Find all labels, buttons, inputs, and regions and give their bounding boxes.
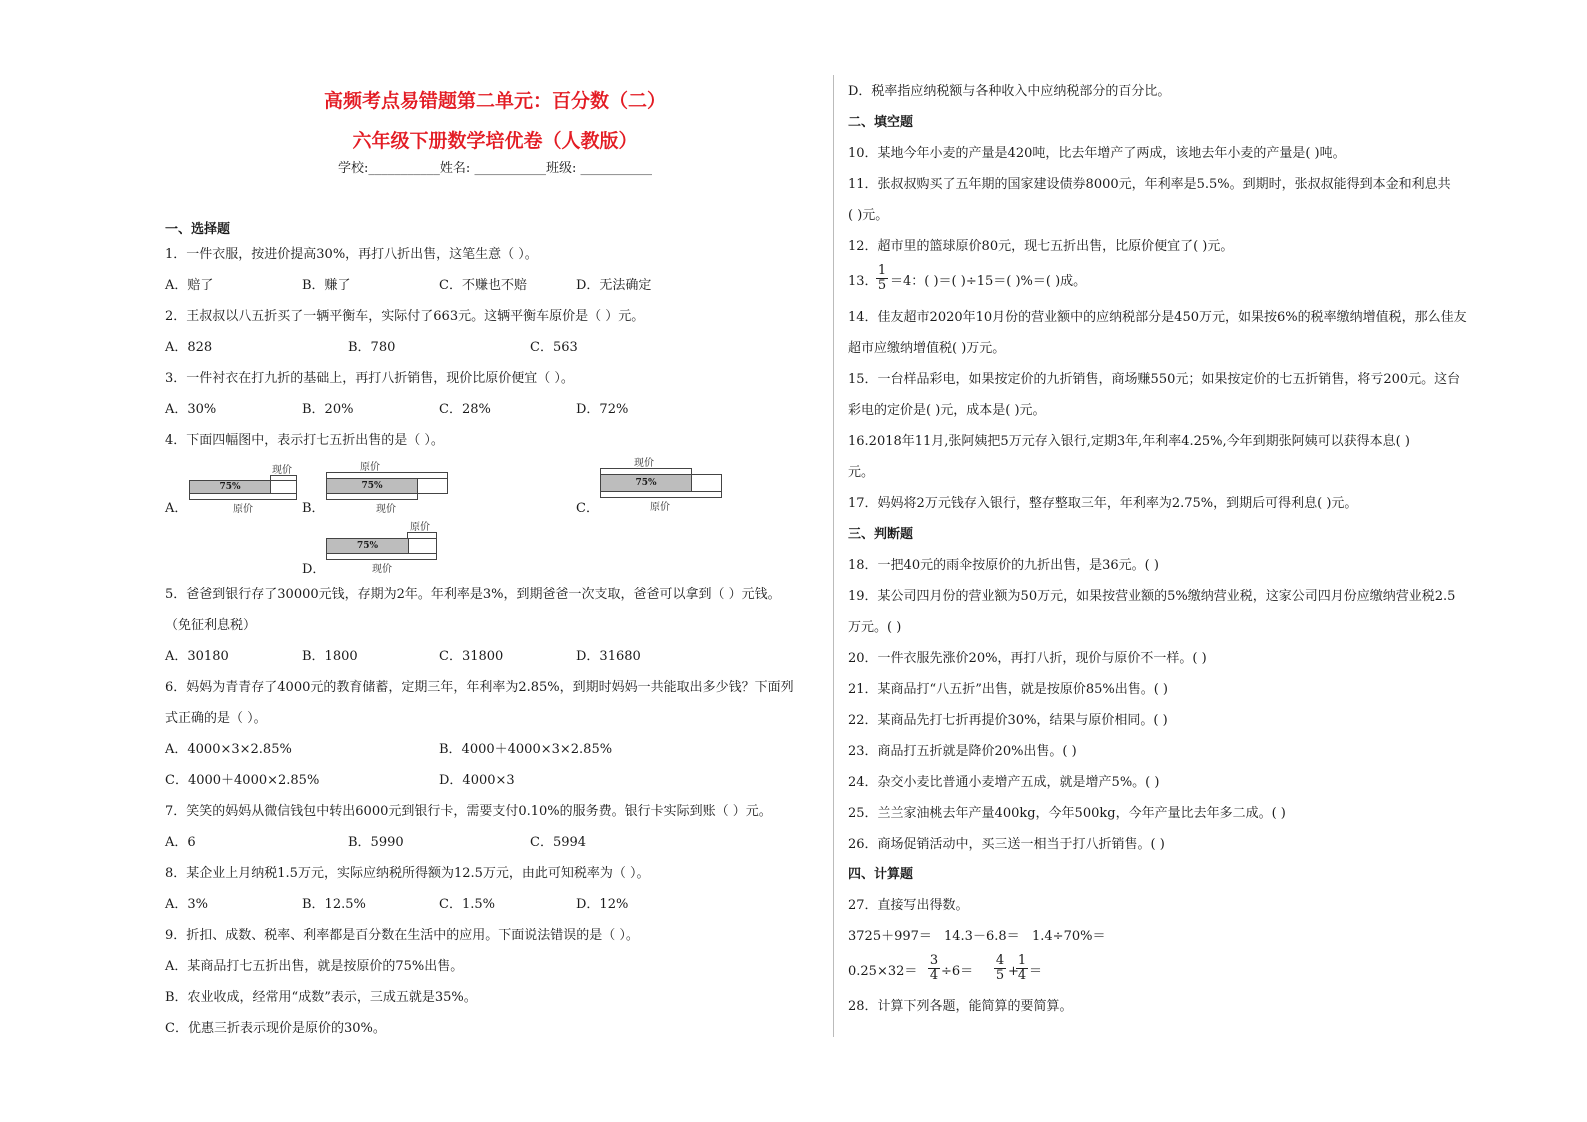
q8-option-b: B．12.5% [302,897,366,912]
q6-option-a: A．4000×3×2.85% [165,742,292,757]
q4-figure-c [600,453,724,513]
question-14-cont: 超市应缴纳增值税( )万元。 [848,341,1006,356]
q3-option-d: D．72% [576,402,629,417]
q27-expr-3: 1.4÷70%＝ [1032,929,1106,944]
q6-option-c: C．4000＋4000×2.85% [165,773,320,788]
question-27: 27．直接写出得数。 [848,898,969,913]
q27-expr-2: 14.3－6.8＝ [944,929,1020,944]
fig-d-orig-label: 原价 [410,522,430,533]
q13-rest: ＝4：( )＝( )÷15＝( )%＝( )成。 [890,274,1087,289]
question-5-cont: （免征利息税） [165,618,257,633]
q9-option-d: D．税率指应纳税额与各种收入中应纳税部分的百分比。 [848,84,1171,99]
question-20: 20．一件衣服先涨价20%，再打八折，现价与原价不一样。( ) [848,651,1207,666]
fig-c-fill: 75% [600,474,692,492]
q27-f1-denominator: 4 [929,968,939,983]
q9-option-b: B．农业收成，经常用“成数”表示，三成五就是35%。 [165,990,477,1005]
q8-option-d: D．12% [576,897,629,912]
q4-option-b: B． [302,501,325,516]
q3-option-c: C．28% [439,402,491,417]
question-19-cont: 万元。( ) [848,620,902,635]
column-divider [833,75,834,1037]
section-choice-heading: 一、选择题 [165,222,231,237]
q3-option-a: A．30% [165,402,217,417]
q27-fraction-3 [1016,954,1028,983]
q27-expr-6-rest: ＝ [1029,964,1043,979]
q27-expr-4: 0.25×32＝ [848,964,918,979]
q2-option-b: B．780 [348,340,396,355]
fig-a-fill: 75% [189,480,271,494]
q27-f3-denominator: 4 [1017,968,1027,983]
question-18: 18．一把40元的雨伞按原价的九折出售，是36元。( ) [848,558,1159,573]
q3-option-b: B．20% [302,402,354,417]
question-5: 5．爸爸到银行存了30000元钱，存期为2年。年利率是3%，到期爸爸一次支取，爸爸可以拿到（ ）元钱。 [165,587,781,602]
fig-d-now-label: 现价 [372,564,392,575]
q27-fraction-2 [994,954,1006,983]
question-12: 12．超市里的篮球原价80元，现七五折出售，比原价便宜了( )元。 [848,239,1234,254]
q5-option-c: C．31800 [439,649,504,664]
question-21: 21．某商品打“八五折”出售，就是按原价85%出售。( ) [848,682,1169,697]
question-10: 10．某地今年小麦的产量是420吨，比去年增产了两成，该地去年小麦的产量是( )吨。 [848,146,1346,161]
q7-option-b: B．5990 [348,835,404,850]
question-22: 22．某商品先打七折再提价30%，结果与原价相同。( ) [848,713,1168,728]
q9-option-a: A．某商品打七五折出售，就是按原价的75%出售。 [165,959,464,974]
question-16: 16.2018年11月,张阿姨把5万元存入银行,定期3年,年利率4.25%,今年到期张阿姨可以获得本息( ) [848,434,1410,449]
question-16-cont: 元。 [848,465,875,480]
question-6: 6．妈妈为青青存了4000元的教育储蓄，定期三年，年利率为2.85%，到期时妈妈一共能取出多少钱？下面列 [165,680,794,695]
question-3: 3．一件衬衣在打九折的基础上，再打八折销售，现价比原价便宜（ ）。 [165,371,574,386]
student-info-line: 学校:___________姓名: ___________班级: ___________ [338,161,652,176]
q4-figure-a [189,460,301,515]
q4-option-c: C． [576,501,599,516]
question-17: 17．妈妈将2万元钱存入银行，整存整取三年，年利率为2.75%，到期后可得利息( )元。 [848,496,1358,511]
fig-b-fill: 75% [326,478,418,494]
q27-expr-5-rest: ÷6＝ [941,964,974,979]
fig-a-now-label: 现价 [272,465,292,476]
question-24: 24．杂交小麦比普通小麦增产五成，就是增产5%。( ) [848,775,1160,790]
q9-option-c: C．优惠三折表示现价是原价的30%。 [165,1021,386,1036]
q4-figure-b [326,457,450,515]
q7-option-a: A．6 [165,835,196,850]
q4-option-a: A． [165,501,188,516]
page-title: 高频考点易错题第二单元：百分数（二） [323,90,666,112]
q2-option-a: A．828 [165,340,213,355]
q6-option-b: B．4000＋4000×3×2.85% [439,742,613,757]
question-11: 11．张叔叔购买了五年期的国家建设债券8000元，年利率是5.5%。到期时，张叔叔能得到本金和利息共 [848,177,1451,192]
q8-option-a: A．3% [165,897,209,912]
q5-option-d: D．31680 [576,649,641,664]
q13-prefix: 13． [848,274,878,289]
question-25: 25．兰兰家油桃去年产量400kg，今年500kg，今年产量比去年多二成。( ) [848,806,1286,821]
question-7: 7．笑笑的妈妈从微信钱包中转出6000元到银行卡，需要支付0.10%的服务费。银行卡实际到账（ ）元。 [165,804,772,819]
q1-option-c: C．不赚也不赔 [439,278,527,293]
question-1: 1．一件衣服，按进价提高30%，再打八折出售，这笔生意（ ）。 [165,247,538,262]
fig-a-orig-label: 原价 [233,504,253,515]
q8-option-c: C．1.5% [439,897,495,912]
section-fill-heading: 二、填空题 [848,115,914,130]
section-calc-heading: 四、计算题 [848,867,914,882]
q27-fraction-1 [928,954,940,983]
question-11-cont: ( )元。 [848,208,889,223]
q1-option-b: B．赚了 [302,278,351,293]
q4-figure-d [326,517,440,575]
fig-b-bottom-bracket [326,494,418,500]
q6-option-d: D．4000×3 [439,773,515,788]
q13-denominator: 5 [877,278,887,293]
q1-option-d: D．无法确定 [576,278,652,293]
question-14: 14．佳友超市2020年10月份的营业额中的应纳税部分是450万元，如果按6%的税率缴纳增值税，那么佳友 [848,310,1467,325]
fig-d-fill: 75% [326,538,409,554]
q4-option-d: D． [302,562,326,577]
q13-numerator: 1 [877,263,887,278]
question-28: 28．计算下列各题，能简算的要简算。 [848,999,1073,1014]
q27-f1-numerator: 3 [929,953,939,968]
fig-c-now-label: 现价 [634,458,654,469]
q7-option-c: C．5994 [530,835,587,850]
question-4: 4．下面四幅图中，表示打七五折出售的是（ ）。 [165,433,444,448]
q27-expr-1: 3725＋997＝ [848,929,932,944]
question-19: 19．某公司四月份的营业额为50万元，如果按营业额的5%缴纳营业税，这家公司四月份应缴纳营业税2.5 [848,589,1456,604]
q13-fraction [876,264,888,293]
section-judge-heading: 三、判断题 [848,527,914,542]
question-8: 8．某企业上月纳税1.5万元，实际应纳税所得额为12.5万元，由此可知税率为（ ）。 [165,866,650,881]
question-2: 2．王叔叔以八五折买了一辆平衡车，实际付了663元。这辆平衡车原价是（ ）元。 [165,309,645,324]
fig-c-orig-label: 原价 [650,502,670,513]
question-6-cont: 式正确的是（ ）。 [165,711,267,726]
q5-option-b: B．1800 [302,649,358,664]
page-subtitle: 六年级下册数学培优卷（人教版） [352,130,638,152]
q27-plus: + [1008,964,1019,979]
q27-f3-numerator: 1 [1017,953,1027,968]
question-23: 23．商品打五折就是降价20%出售。( ) [848,744,1077,759]
question-9: 9．折扣、成数、税率、利率都是百分数在生活中的应用。下面说法错误的是（ ）。 [165,928,639,943]
question-15: 15．一台样品彩电，如果按定价的九折销售，商场赚550元；如果按定价的七五折销售，将亏200元。这台 [848,372,1461,387]
fig-b-orig-label: 原价 [360,462,380,473]
q2-option-c: C．563 [530,340,578,355]
question-15-cont: 彩电的定价是( )元，成本是( )元。 [848,403,1046,418]
q5-option-a: A．30180 [165,649,229,664]
q27-f2-denominator: 5 [995,968,1005,983]
q27-f2-numerator: 4 [995,953,1005,968]
question-26: 26．商场促销活动中，买三送一相当于打八折销售。( ) [848,837,1165,852]
q1-option-a: A．赔了 [165,278,214,293]
fig-b-now-label: 现价 [376,504,396,515]
